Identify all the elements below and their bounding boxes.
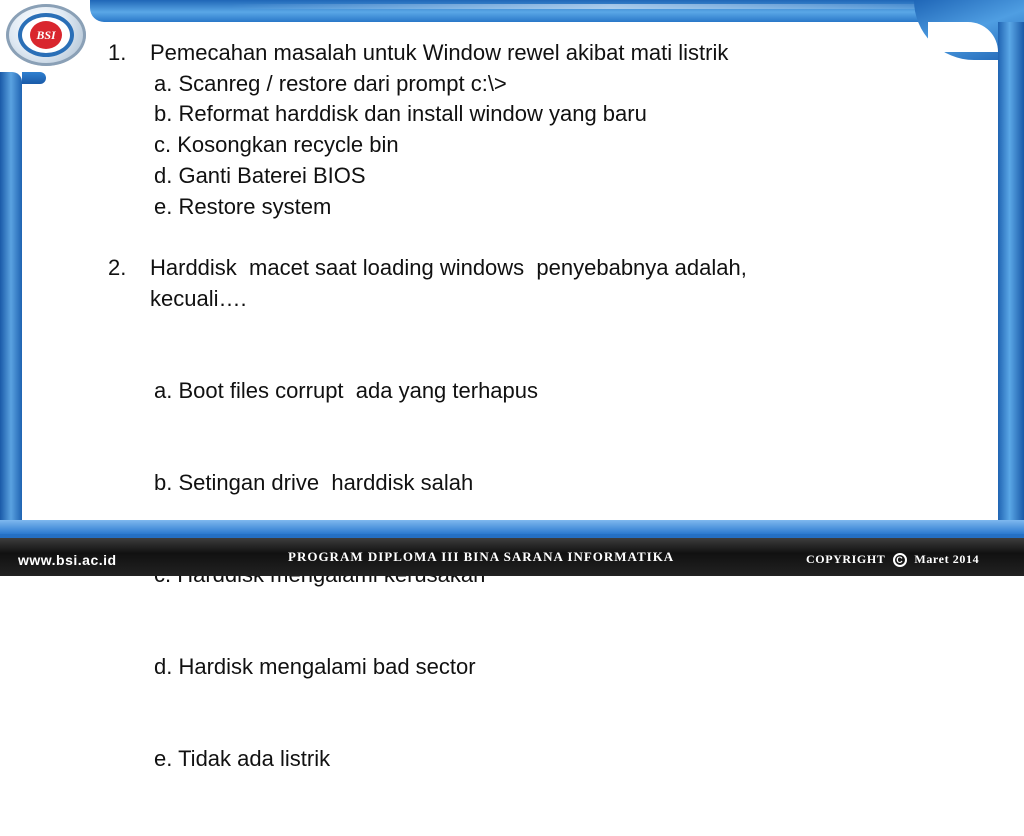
top-frame-shine [230,4,990,9]
option-item: e. Restore system [154,193,332,219]
option-item: c. Kosongkan recycle bin [154,132,399,158]
right-frame-bar [998,22,1024,520]
copyright-label: COPYRIGHT [806,552,886,566]
logo-mark: BSI [30,21,62,49]
top-frame-bar [90,0,1024,22]
question-number: 2. [108,254,127,280]
copyright-icon: C [893,553,907,567]
option-item: d. Hardisk mengalami bad sector [154,654,476,680]
option-item: e. Tidak ada listrik [154,746,331,772]
question-1 [108,38,788,69]
slide-content [108,38,788,836]
option-item: b. Reformat harddisk dan install window yang baru [154,101,647,127]
question-spacer [108,222,788,253]
question-text: Harddisk macet saat loading windows penyebabnya adalah, kecuali…. [150,254,753,311]
option-item: a. Scanreg / restore dari prompt c:\> [154,70,507,96]
bsi-logo [6,4,86,66]
footer-url: www.bsi.ac.id [18,552,117,568]
option-item: a. Boot files corrupt ada yang terhapus [154,377,539,403]
bottom-frame-highlight [0,520,1024,534]
footer-copyright [806,552,979,567]
option-item: d. Ganti Baterei BIOS [154,162,366,188]
option-item: b. Setingan drive harddisk salah [154,469,474,495]
footer-program-title: PROGRAM DIPLOMA III BINA SARANA INFORMATIKA [288,549,675,564]
left-frame-stub [22,72,46,84]
options-list-1 [108,69,788,223]
question-2 [108,253,788,314]
left-frame-bar [0,72,22,520]
question-text: Pemecahan masalah untuk Window rewel akibat mati listrik [150,40,729,65]
question-number: 1. [108,40,127,65]
copyright-date: Maret 2014 [914,552,980,566]
